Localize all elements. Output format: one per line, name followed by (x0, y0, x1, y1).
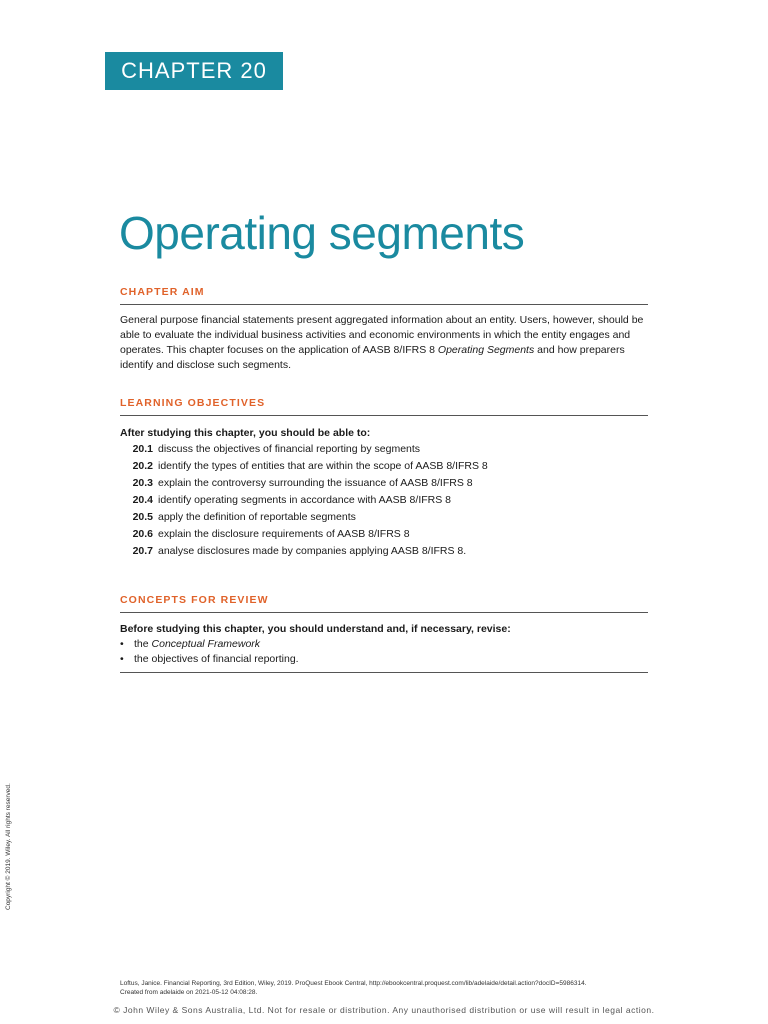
objective-number: 20.4 (132, 494, 153, 506)
page-title: Operating segments (119, 207, 525, 259)
concepts-list (120, 637, 648, 667)
objective-number: 20.7 (132, 545, 153, 557)
footer-notice: © John Wiley & Sons Australia, Ltd. Not for resale or distribution. Any unauthorised distribution or use will result in legal action. (113, 1005, 655, 1015)
objective-number: 20.3 (132, 477, 153, 489)
learning-objectives-list (120, 441, 648, 560)
concepts-section (120, 594, 648, 673)
learning-objectives-section (120, 397, 648, 560)
objective-number: 20.5 (132, 511, 153, 523)
objective-text: explain the disclosure requirements of AASB 8/IFRS 8 (158, 528, 410, 540)
chapter-aim-section (120, 286, 648, 373)
objective-text: discuss the objectives of financial reporting by segments (158, 443, 421, 455)
objective-text: identify the types of entities that are within the scope of AASB 8/IFRS 8 (158, 460, 488, 472)
citation: Loftus, Janice. Financial Reporting, 3rd Edition, Wiley, 2019. ProQuest Ebook Central, http://ebookcentral.proquest.com/lib/adelaide/detail.action?docID=5986314. Created from adelaide on 2021-05-12 04:08:28. (120, 980, 587, 996)
objective-item (120, 475, 648, 492)
list-item: • the objectives of financial reporting. (120, 653, 299, 665)
objective-item (120, 543, 648, 560)
objective-text: apply the definition of reportable segments (158, 511, 356, 523)
learning-objectives-intro: After studying this chapter, you should be able to: (120, 427, 371, 439)
objective-number: 20.6 (132, 528, 153, 540)
learning-objectives-heading: LEARNING OBJECTIVES (120, 397, 648, 416)
concepts-heading: CONCEPTS FOR REVIEW (120, 594, 648, 613)
section-divider (120, 672, 648, 673)
objective-number: 20.2 (132, 460, 153, 472)
chapter-label: CHAPTER 20 (105, 52, 283, 90)
objective-item (120, 458, 648, 475)
chapter-aim-text: General purpose financial statements present aggregated information about an entity. Users, however, should be able to evaluate the individual business activities and economic environments in which the entity engages and operates. This chapter focuses on the application of AASB 8/IFRS 8 Operating Segments and how preparers identify and disclose such segments. (120, 314, 644, 371)
objective-item (120, 492, 648, 509)
objective-item (120, 441, 648, 458)
side-copyright: Copyright © 2019. Wiley. All rights reserved. (5, 783, 12, 910)
objective-number: 20.1 (132, 443, 153, 455)
objective-text: explain the controversy surrounding the issuance of AASB 8/IFRS 8 (158, 477, 473, 489)
objective-item (120, 526, 648, 543)
objective-text: analyse disclosures made by companies applying AASB 8/IFRS 8. (158, 545, 467, 557)
objective-text: identify operating segments in accordance with AASB 8/IFRS 8 (158, 494, 451, 506)
concepts-intro: Before studying this chapter, you should understand and, if necessary, revise: (120, 623, 511, 635)
list-item: • the Conceptual Framework (120, 638, 261, 650)
objective-item (120, 509, 648, 526)
chapter-aim-heading: CHAPTER AIM (120, 286, 648, 305)
